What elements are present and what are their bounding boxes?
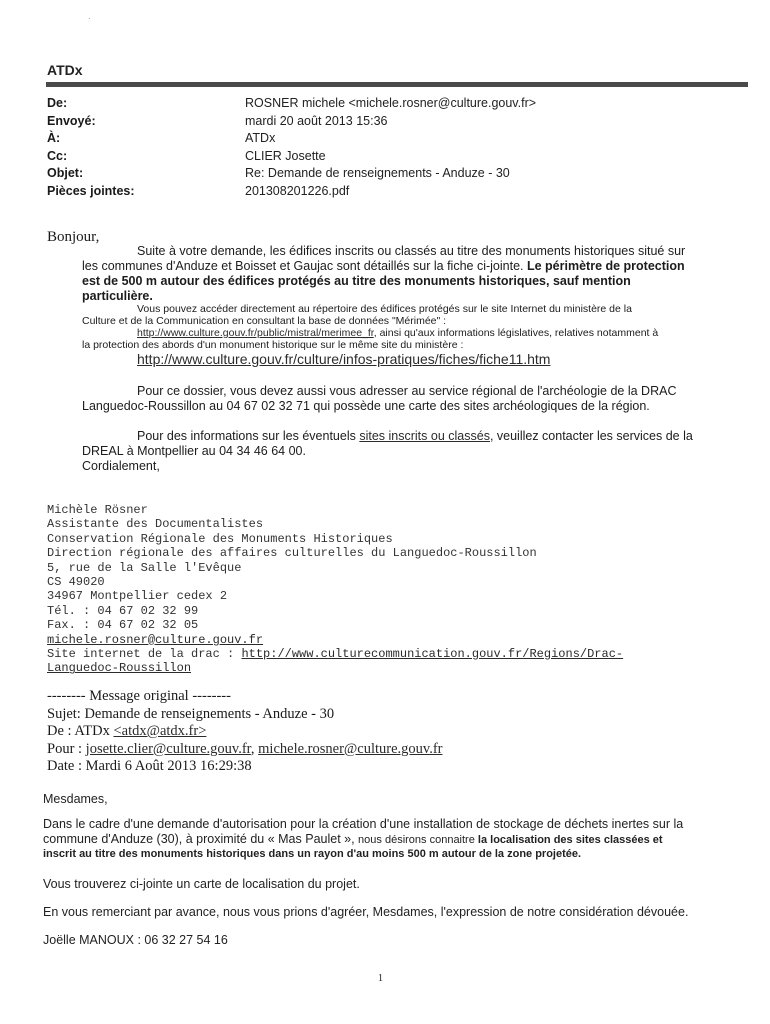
header-label-from: De: (47, 96, 68, 110)
header-labels (47, 95, 135, 200)
sig-street: 5, rue de la Salle l'Evêque (47, 560, 242, 575)
request-localisation-bold: la localisation des sites classées et (477, 834, 663, 846)
reply-p1-line1: Suite à votre demande, les édifices inscrits ou classés au titre des monuments historiques situé sur (137, 244, 686, 258)
header-label-sent: Envoyé: (47, 113, 96, 128)
sig-city: 34967 Montpellier cedex 2 (47, 589, 228, 604)
request-p1-line1: Dans le cadre d'une demande d'autorisation pour la création d'une installation de stockage de déchets inertes sur la (43, 817, 684, 831)
reply-p1-line2 (82, 259, 685, 274)
header-value-sent: mardi 20 août 2013 15:36 (245, 113, 388, 128)
original-date: Date : Mardi 6 Août 2013 16:29:38 (47, 758, 252, 774)
header-value-subject: Re: Demande de renseignements - Anduze - 30 (245, 166, 510, 180)
fiche11-link[interactable]: http://www.culture.gouv.fr/culture/infos-pratiques/fiches/fiche11.htm (137, 351, 551, 367)
reply-p3-text-b: , veuillez contacter les services de la (489, 429, 693, 443)
request-salutation: Mesdames, (43, 792, 108, 806)
sig-role: Assistante des Documentalistes (47, 517, 264, 532)
merimee-line1: Vous pouvez accéder directement au répertoire des édifices protégés sur le site Internet du ministère de la (137, 303, 632, 315)
sig-name: Michèle Rösner (47, 503, 148, 517)
sig-site-label: Site internet de la drac : (47, 647, 242, 662)
reply-p3-line2: DREAL à Montpellier au 04 34 46 64 00. (82, 444, 306, 458)
request-p3: En vous remerciant par avance, nous vous prions d'agréer, Mesdames, l'expression de notre considération dévouée. (43, 905, 689, 919)
original-to-email-2[interactable]: michele.rosner@culture.gouv.fr (258, 740, 443, 757)
request-p2: Vous trouverez ci-jointe un carte de localisation du projet. (43, 877, 360, 891)
greeting: Bonjour, (47, 229, 100, 245)
protection-perimeter-bold: Le périmètre de protection (526, 259, 685, 273)
sig-email-link[interactable]: michele.rosner@culture.gouv.fr (47, 632, 264, 647)
signature-block (47, 503, 623, 676)
original-to-label: Pour : (47, 740, 86, 757)
original-from-email[interactable]: <atdx@atdx.fr> (113, 723, 207, 739)
header-label-to: À: (47, 131, 61, 145)
original-subject: Sujet: Demande de renseignements - Anduze - 30 (47, 705, 335, 722)
request-sender: Joëlle MANOUX : 06 32 27 54 16 (43, 933, 228, 947)
merimee-line4: la protection des abords d'un monument historique sur le même site du ministère : (82, 339, 464, 351)
closing: Cordialement, (82, 459, 160, 473)
scan-dot: · (88, 14, 91, 23)
sig-service: Conservation Régionale des Monuments Historiques (47, 531, 393, 546)
original-message-header (47, 688, 443, 776)
header-label-subject: Objet: (47, 166, 84, 180)
header-value-to: ATDx (245, 131, 276, 145)
reply-p1-line3: est de 500 m autour des édifices protégés au titre des monuments historiques, sauf mention (82, 274, 631, 288)
reply-p1-line4: particulière. (82, 289, 153, 303)
header-value-attachment[interactable]: 201308201226.pdf (245, 183, 350, 198)
request-p1-line2 (43, 832, 663, 848)
merimee-link[interactable]: http://www.culture.gouv.fr/public/mistral/merimee_fr (137, 327, 374, 339)
reply-p3-text-a: Pour des informations sur les éventuels (137, 429, 360, 443)
header-values (245, 95, 536, 200)
request-p1-line3: inscrit au titre des monuments historiques dans un rayon d'au moins 500 m autour de la zone projetée. (43, 848, 582, 860)
original-divider: -------- Message original -------- (47, 688, 231, 704)
sig-site-link[interactable]: http://www.culturecommunication.gouv.fr/Regions/Drac- (241, 647, 624, 662)
merimee-line2: Culture et de la Communication en consultant la base de données "Mérimée" : (82, 315, 447, 327)
sig-site-link-cont[interactable]: Languedoc-Roussillon (47, 661, 192, 676)
sig-cs: CS 49020 (47, 575, 105, 590)
reply-p1-line2-text: les communes d'Anduze et Boisset et Gaujac sont détaillés sur la fiche ci-jointe. (82, 259, 527, 273)
reply-p3-line1 (137, 429, 693, 444)
header-value-from: ROSNER michele <michele.rosner@culture.gouv.fr> (245, 96, 537, 110)
title-rule (46, 82, 748, 87)
sites-inscrits-link[interactable]: sites inscrits ou classés (359, 429, 490, 443)
sig-direction: Direction régionale des affaires culturelles du Languedoc-Roussillon (47, 546, 537, 561)
original-to-email-1[interactable]: josette.clier@culture.gouv.fr (85, 740, 251, 757)
sig-fax: Fax. : 04 67 02 32 05 (47, 618, 199, 633)
window-title: ATDx (47, 62, 83, 78)
page-number: 1 (378, 973, 383, 984)
request-p1-line2-small: nous désirons connaitre (358, 834, 478, 846)
merimee-line3-rest: , ainsi qu'aux informations législatives, relatives notamment à (373, 327, 659, 339)
reply-p2-line1: Pour ce dossier, vous devez aussi vous adresser au service régional de l'archéologie de la DRAC (137, 384, 677, 398)
header-value-cc: CLIER Josette (245, 148, 326, 163)
original-from-label: De : ATDx (47, 723, 114, 739)
request-p1-line2-text: commune d'Anduze (30), à proximité du « Mas Paulet », (43, 832, 359, 846)
header-label-cc: Cc: (47, 148, 68, 163)
reply-p2-line2: Languedoc-Roussillon au 04 67 02 32 71 qui possède une carte des sites archéologiques de la région. (82, 399, 650, 413)
header-label-attachments: Pièces jointes: (47, 183, 135, 198)
sig-phone: Tél. : 04 67 02 32 99 (47, 603, 199, 618)
original-to-sep: , (250, 740, 259, 757)
merimee-line3 (137, 327, 658, 340)
